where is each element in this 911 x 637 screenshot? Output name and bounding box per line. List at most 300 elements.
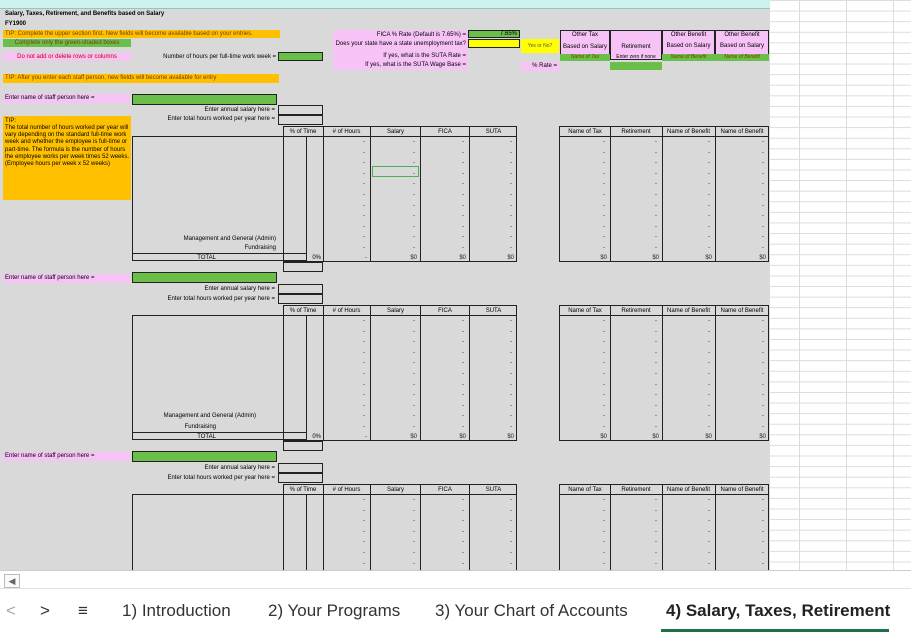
- total-amount: $0: [759, 255, 766, 261]
- total-amount: $0: [507, 434, 514, 440]
- cell-dash: -: [762, 318, 764, 324]
- cell-dash: -: [655, 392, 657, 399]
- cell-dash: -: [462, 518, 464, 525]
- col2-benefit2: Name of Benefit: [720, 308, 764, 314]
- staff2-salary-label: Enter annual salary here =: [204, 286, 275, 292]
- cell-dash: -: [413, 528, 415, 535]
- cell-dash: -: [413, 518, 415, 525]
- cell-dash: -: [462, 328, 464, 335]
- cell-dash: -: [603, 518, 605, 525]
- cell-dash: -: [708, 213, 710, 220]
- cell-dash: -: [363, 550, 365, 556]
- cell-dash: -: [363, 213, 365, 220]
- cell-dash: -: [510, 245, 512, 251]
- cell-dash: -: [462, 223, 464, 230]
- staff3-salary-input[interactable]: [278, 463, 323, 473]
- staff2-calc-table: [283, 305, 517, 441]
- staff1-mgmt: Management and General (Admin): [183, 236, 276, 242]
- cell-dash: -: [762, 360, 764, 367]
- cell-dash: -: [462, 507, 464, 514]
- cell-dash: -: [510, 170, 512, 177]
- cell-dash: -: [510, 213, 512, 220]
- benefit1-label: Other Benefit: [670, 32, 707, 38]
- cell-dash: -: [603, 328, 605, 335]
- staff3-hours-input[interactable]: [278, 473, 323, 483]
- next-sheet-icon[interactable]: >: [40, 601, 50, 620]
- cell-dash: -: [762, 339, 764, 346]
- cell-dash: -: [363, 160, 365, 167]
- cell-dash: -: [603, 181, 605, 188]
- cell-dash: -: [413, 539, 415, 546]
- cell-dash: -: [363, 518, 365, 525]
- cell-dash: -: [762, 381, 764, 388]
- cell-dash: -: [363, 424, 365, 430]
- cell-dash: -: [413, 139, 415, 145]
- benefit2-label: Other Benefit: [724, 32, 760, 38]
- cell-dash: -: [462, 149, 464, 156]
- cell-dash: -: [413, 339, 415, 346]
- cell-dash: -: [655, 170, 657, 177]
- cell-dash: -: [655, 223, 657, 230]
- col2-fica: FICA: [438, 308, 452, 314]
- staff3-calc-table: [283, 484, 517, 570]
- cell-dash: -: [462, 192, 464, 198]
- cell-dash: -: [413, 213, 415, 220]
- cell-dash: -: [708, 245, 710, 251]
- cell-dash: -: [462, 160, 464, 167]
- cell-dash: -: [363, 381, 365, 388]
- cell-dash: -: [655, 139, 657, 145]
- cell-dash: -: [603, 528, 605, 535]
- cell-dash: -: [603, 202, 605, 209]
- tip2-text: Complete only the green-shaded boxes: [14, 40, 120, 46]
- cell-dash: -: [708, 413, 710, 420]
- cell-dash: -: [762, 192, 764, 198]
- cell-dash: -: [762, 139, 764, 145]
- cell-dash: -: [510, 371, 512, 377]
- cell-dash: -: [462, 392, 464, 399]
- col3-benefit2: Name of Benefit: [720, 487, 764, 493]
- col-tax-name: Name of Tax: [568, 129, 602, 135]
- cell-dash: -: [603, 381, 605, 388]
- cell-dash: -: [413, 424, 415, 430]
- cell-dash: -: [655, 160, 657, 167]
- cell-dash: -: [603, 560, 605, 567]
- cell-dash: -: [510, 381, 512, 388]
- cell-dash: -: [413, 360, 415, 367]
- cell-dash: -: [762, 170, 764, 177]
- cell-dash: -: [708, 202, 710, 209]
- retirement-input[interactable]: [610, 62, 662, 70]
- tip3-text: Do not add or delete rows or columns: [17, 54, 117, 60]
- col-suta: SUTA: [485, 129, 502, 135]
- total-amount: $0: [652, 434, 659, 440]
- cell-dash: -: [603, 234, 605, 241]
- cell-dash: -: [708, 381, 710, 388]
- cell-dash: -: [510, 181, 512, 188]
- cell-dash: -: [708, 402, 710, 409]
- cell-dash: -: [708, 223, 710, 230]
- staff2-salary-input[interactable]: [278, 284, 323, 294]
- cell-dash: -: [603, 360, 605, 367]
- cell-dash: -: [603, 349, 605, 356]
- cell-dash: -: [762, 160, 764, 167]
- cell-dash: -: [363, 392, 365, 399]
- cell-dash: -: [510, 318, 512, 324]
- cell-dash: -: [462, 413, 464, 420]
- cell-dash: -: [708, 518, 710, 525]
- total-amount: $0: [652, 255, 659, 261]
- cell-dash: -: [510, 349, 512, 356]
- col-pct-time: % of Time: [289, 129, 317, 135]
- cell-dash: -: [603, 550, 605, 556]
- cell-dash: -: [462, 234, 464, 241]
- suta-yes-no-input[interactable]: [468, 39, 520, 48]
- cell-dash: -: [655, 234, 657, 241]
- cell-dash: -: [655, 339, 657, 346]
- col-benefit1: Name of Benefit: [666, 129, 711, 135]
- cell-dash: -: [413, 160, 415, 167]
- cell-dash: -: [762, 223, 764, 230]
- cell-dash: -: [708, 497, 710, 503]
- cell-dash: -: [363, 507, 365, 514]
- cell-dash: -: [762, 539, 764, 546]
- cell-dash: -: [708, 339, 710, 346]
- col-fica: FICA: [438, 129, 452, 135]
- staff2-hours-label: Enter total hours worked per year here =: [167, 296, 275, 302]
- cell-dash: -: [510, 550, 512, 556]
- cell-dash: -: [762, 328, 764, 335]
- staff1-salary-label: Enter annual salary here =: [204, 107, 275, 113]
- fiscal-year: FY1900: [5, 21, 27, 27]
- total-amount: $0: [410, 255, 417, 261]
- cell-dash: -: [655, 181, 657, 188]
- cell-dash: -: [603, 539, 605, 546]
- cell-dash: -: [762, 518, 764, 525]
- staff3-salary-label: Enter annual salary here =: [204, 465, 275, 471]
- cell-dash: -: [510, 392, 512, 399]
- cell-dash: -: [510, 149, 512, 156]
- cell-dash: -: [510, 424, 512, 430]
- cell-dash: -: [510, 528, 512, 535]
- cell-dash: -: [708, 160, 710, 167]
- cell-dash: -: [603, 497, 605, 503]
- cell-dash: -: [762, 402, 764, 409]
- cell-dash: -: [462, 349, 464, 356]
- cell-dash: -: [603, 402, 605, 409]
- cell-dash: -: [462, 528, 464, 535]
- cell-dash: -: [413, 402, 415, 409]
- staff3-name-label: Enter name of staff person here =: [5, 453, 95, 459]
- cell-dash: -: [462, 371, 464, 377]
- tip-side-title: TIP:: [5, 118, 17, 124]
- staff2-fundraising: Fundraising: [184, 424, 216, 430]
- col-num-hours: # of Hours: [332, 129, 361, 135]
- hours-week-input[interactable]: [278, 52, 323, 61]
- col2-benefit1: Name of Benefit: [666, 308, 711, 314]
- cell-dash: -: [413, 170, 415, 177]
- cell-dash: -: [462, 339, 464, 346]
- tax-name-hint: Name of Tax: [570, 54, 600, 60]
- cell-dash: -: [462, 560, 464, 567]
- cell-dash: -: [413, 392, 415, 399]
- cell-dash: -: [462, 381, 464, 388]
- tab-salary-taxes-retirement[interactable]: 4) Salary, Taxes, Retirement: [666, 601, 891, 620]
- cell-dash: -: [655, 371, 657, 377]
- tab-introduction[interactable]: 1) Introduction: [122, 601, 231, 620]
- cell-dash: -: [762, 202, 764, 209]
- cell-dash: -: [762, 424, 764, 430]
- cell-dash: -: [462, 170, 464, 177]
- cell-dash: -: [413, 413, 415, 420]
- cell-dash: -: [462, 402, 464, 409]
- cell-dash: -: [363, 149, 365, 156]
- total-hours: -: [365, 255, 367, 261]
- cell-dash: -: [510, 497, 512, 503]
- cell-dash: -: [603, 213, 605, 220]
- cell-dash: -: [762, 149, 764, 156]
- cell-dash: -: [413, 223, 415, 230]
- cell-dash: -: [462, 139, 464, 145]
- cell-dash: -: [413, 371, 415, 377]
- cell-dash: -: [510, 192, 512, 198]
- cell-dash: -: [363, 245, 365, 251]
- cell-dash: -: [708, 528, 710, 535]
- cell-dash: -: [708, 328, 710, 335]
- cell-dash: -: [462, 213, 464, 220]
- total-amount: $0: [600, 434, 607, 440]
- cell-dash: -: [603, 392, 605, 399]
- col-retirement: Retirement: [621, 129, 651, 135]
- staff1-total-pct: 0%: [312, 255, 321, 261]
- col3-pct-time: % of Time: [289, 487, 317, 493]
- cell-dash: -: [655, 497, 657, 503]
- col2-tax-name: Name of Tax: [568, 308, 602, 314]
- cell-dash: -: [462, 497, 464, 503]
- horizontal-scrollbar[interactable]: [0, 570, 911, 589]
- staff1-total: TOTAL: [197, 255, 216, 261]
- cell-dash: -: [363, 349, 365, 356]
- benefit2-name-hint: Name of Benefit: [724, 54, 760, 60]
- cell-dash: -: [413, 507, 415, 514]
- cell-dash: -: [462, 318, 464, 324]
- staff2-name-input[interactable]: [132, 272, 277, 283]
- cell-dash: -: [762, 181, 764, 188]
- cell-dash: -: [462, 245, 464, 251]
- tab-chart-of-accounts[interactable]: 3) Your Chart of Accounts: [435, 601, 628, 620]
- suta-question: Does your state have a state unemployment tax?: [335, 41, 466, 47]
- cell-dash: -: [363, 560, 365, 567]
- staff1-hours-input[interactable]: [278, 115, 323, 125]
- cell-dash: -: [708, 550, 710, 556]
- cell-dash: -: [655, 402, 657, 409]
- col3-retirement: Retirement: [621, 487, 651, 493]
- col3-tax-name: Name of Tax: [568, 487, 602, 493]
- staff2-hours-input[interactable]: [278, 294, 323, 304]
- cell-dash: -: [708, 560, 710, 567]
- cell-dash: -: [510, 328, 512, 335]
- cell-dash: -: [462, 181, 464, 188]
- cell-dash: -: [363, 202, 365, 209]
- scroll-left-icon[interactable]: ◀: [4, 574, 20, 588]
- staff2-name-label: Enter name of staff person here =: [5, 275, 95, 281]
- cell-dash: -: [510, 139, 512, 145]
- cell-dash: -: [708, 192, 710, 198]
- tip4-text: TIP: After you enter each staff person, new fields will become available for entry: [5, 75, 217, 81]
- cell-dash: -: [363, 170, 365, 177]
- retirement-hint: Enter zero if none: [616, 54, 656, 60]
- col2-suta: SUTA: [485, 308, 502, 314]
- staff1-benefit-table: [559, 126, 769, 262]
- cell-dash: -: [762, 413, 764, 420]
- cell-dash: -: [462, 550, 464, 556]
- staff1-pct-check: [283, 262, 323, 272]
- cell-dash: -: [655, 202, 657, 209]
- cell-dash: -: [510, 413, 512, 420]
- col3-suta: SUTA: [485, 487, 502, 493]
- cell-dash: -: [655, 518, 657, 525]
- suta-rate-label: If yes, what is the SUTA Rate =: [383, 53, 466, 59]
- cell-dash: -: [762, 213, 764, 220]
- staff2-mgmt: Management and General (Admin): [163, 413, 256, 419]
- active-tab-underline: [661, 629, 889, 632]
- other-tax-label: Other Tax: [572, 32, 598, 38]
- cell-dash: -: [363, 234, 365, 241]
- selected-cell[interactable]: [372, 166, 419, 177]
- cell-dash: -: [413, 149, 415, 156]
- cell-dash: -: [762, 528, 764, 535]
- cell-dash: -: [363, 528, 365, 535]
- cell-dash: -: [510, 539, 512, 546]
- staff2-program-area: [132, 315, 307, 440]
- cell-dash: -: [603, 160, 605, 167]
- staff3-hours-label: Enter total hours worked per year here =: [167, 475, 275, 481]
- staff2-total: TOTAL: [197, 434, 216, 440]
- staff3-name-input[interactable]: [132, 451, 277, 462]
- staff1-name-input[interactable]: [132, 94, 277, 105]
- cell-dash: -: [510, 507, 512, 514]
- cell-dash: -: [603, 245, 605, 251]
- total-amount: $0: [507, 255, 514, 261]
- cell-dash: -: [655, 328, 657, 335]
- cell-dash: -: [708, 181, 710, 188]
- cell-dash: -: [413, 318, 415, 324]
- total-amount: $0: [459, 434, 466, 440]
- frozen-header-bar: [0, 0, 770, 9]
- cell-dash: -: [655, 507, 657, 514]
- col-benefit2: Name of Benefit: [720, 129, 764, 135]
- total-amount: $0: [759, 434, 766, 440]
- cell-dash: -: [510, 223, 512, 230]
- cell-dash: -: [363, 139, 365, 145]
- cell-dash: -: [413, 560, 415, 567]
- cell-dash: -: [510, 160, 512, 167]
- cell-dash: -: [762, 497, 764, 503]
- cell-dash: -: [708, 392, 710, 399]
- cell-dash: -: [708, 349, 710, 356]
- hours-week-label: Number of hours per full-time work week =: [163, 54, 276, 60]
- cell-dash: -: [363, 192, 365, 198]
- staff1-calc-table: [283, 126, 517, 262]
- cell-dash: -: [655, 213, 657, 220]
- col3-salary: Salary: [386, 487, 404, 493]
- cell-dash: -: [708, 424, 710, 430]
- cell-dash: -: [603, 149, 605, 156]
- fica-label: FICA % Rate (Default is 7.65%) =: [376, 32, 466, 38]
- benefit1-name-hint: Name of Benefit: [670, 54, 707, 60]
- cell-dash: -: [510, 202, 512, 209]
- cell-dash: -: [708, 371, 710, 377]
- cell-dash: -: [655, 413, 657, 420]
- cell-dash: -: [603, 371, 605, 377]
- rate-label: % Rate =: [532, 63, 557, 69]
- staff3-benefit-table: [559, 484, 769, 570]
- prev-sheet-icon[interactable]: <: [6, 601, 16, 620]
- cell-dash: -: [363, 360, 365, 367]
- cell-dash: -: [655, 245, 657, 251]
- cell-dash: -: [363, 181, 365, 188]
- total-hours: -: [365, 434, 367, 440]
- cell-dash: -: [762, 245, 764, 251]
- sheet-tab-bar: [0, 588, 911, 637]
- cell-dash: -: [603, 170, 605, 177]
- cell-dash: -: [603, 318, 605, 324]
- cell-dash: -: [413, 328, 415, 335]
- cell-dash: -: [413, 234, 415, 241]
- col2-retirement: Retirement: [621, 308, 651, 314]
- cell-dash: -: [762, 392, 764, 399]
- cell-dash: -: [655, 149, 657, 156]
- total-amount: $0: [705, 255, 712, 261]
- cell-dash: -: [510, 518, 512, 525]
- benefit2-based: Based on Salary: [719, 43, 765, 49]
- cell-dash: -: [762, 550, 764, 556]
- cell-dash: -: [363, 413, 365, 420]
- total-amount: $0: [459, 255, 466, 261]
- suta-base-label: If yes, what is the SUTA Wage Base =: [365, 62, 466, 68]
- cell-dash: -: [603, 413, 605, 420]
- cell-dash: -: [655, 318, 657, 324]
- cell-dash: -: [708, 234, 710, 241]
- cell-dash: -: [510, 234, 512, 241]
- cell-dash: -: [708, 360, 710, 367]
- cell-dash: -: [708, 318, 710, 324]
- total-amount: $0: [600, 255, 607, 261]
- cell-dash: -: [413, 202, 415, 209]
- cell-dash: -: [655, 539, 657, 546]
- cell-dash: -: [762, 349, 764, 356]
- cell-dash: -: [413, 245, 415, 251]
- staff1-salary-input[interactable]: [278, 105, 323, 115]
- cell-dash: -: [603, 339, 605, 346]
- tab-your-programs[interactable]: 2) Your Programs: [268, 601, 401, 620]
- cell-dash: -: [510, 560, 512, 567]
- col2-salary: Salary: [386, 308, 404, 314]
- col3-benefit1: Name of Benefit: [666, 487, 711, 493]
- cell-dash: -: [413, 181, 415, 188]
- cell-dash: -: [363, 318, 365, 324]
- cell-dash: -: [510, 339, 512, 346]
- cell-dash: -: [708, 539, 710, 546]
- cell-dash: -: [413, 349, 415, 356]
- cell-dash: -: [462, 360, 464, 367]
- total-amount: $0: [410, 434, 417, 440]
- cell-dash: -: [708, 170, 710, 177]
- col2-pct-time: % of Time: [289, 308, 317, 314]
- staff3-program-area: [132, 494, 307, 570]
- sheet-list-icon[interactable]: ≡: [78, 601, 88, 620]
- staff2-total-pct: 0%: [312, 434, 321, 440]
